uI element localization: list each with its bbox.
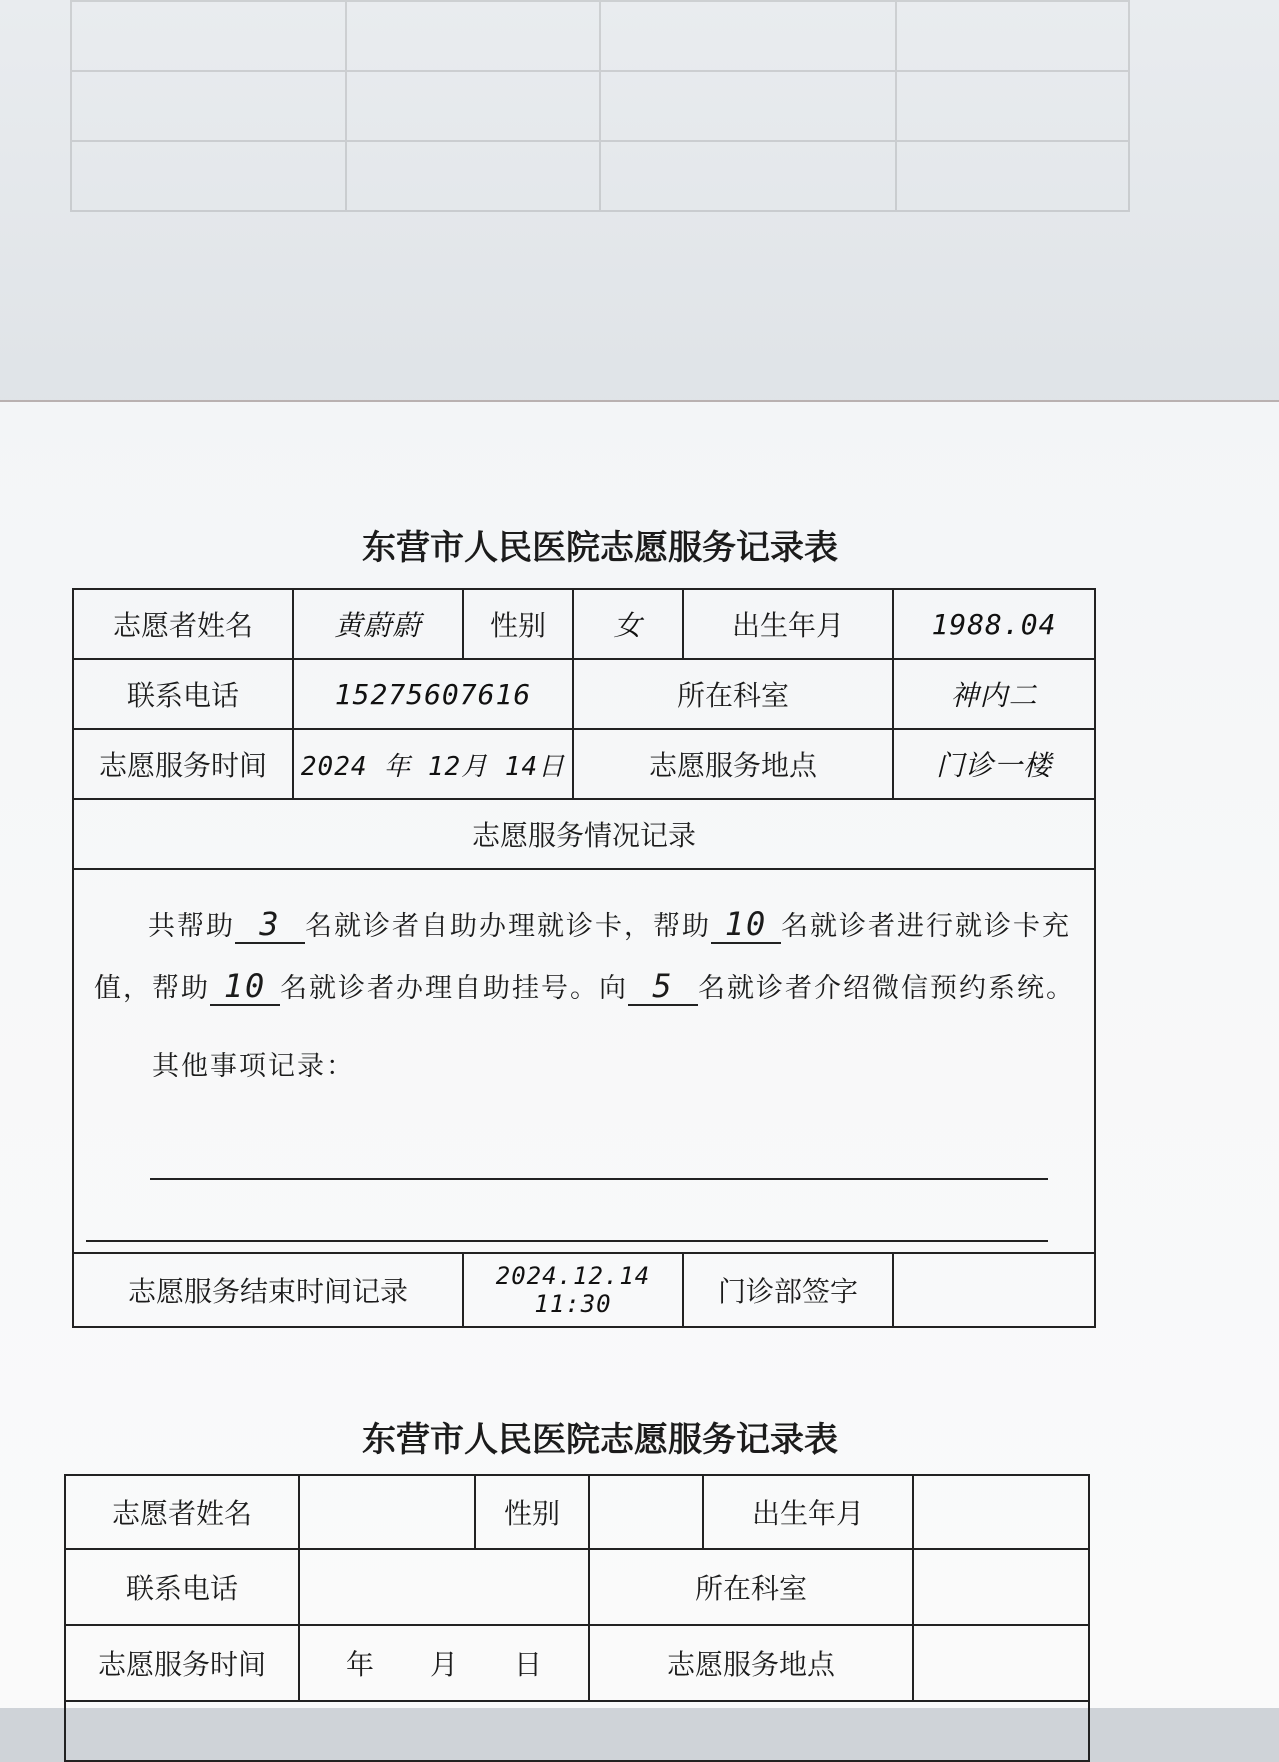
gender-label: 性别 [463, 589, 573, 659]
record-header: 志愿服务情况记录 [73, 799, 1095, 869]
phone-label: 联系电话 [73, 659, 293, 729]
record-text: 名就诊者介绍微信预约系统。 [698, 973, 1075, 1004]
other-line-2[interactable] [86, 1240, 1048, 1242]
form2-gender-label: 性别 [475, 1475, 589, 1549]
form2-record-header [65, 1701, 1089, 1761]
count-register[interactable]: 10 [210, 968, 280, 1006]
form2-phone-label: 联系电话 [65, 1549, 299, 1625]
form2-name-label: 志愿者姓名 [65, 1475, 299, 1549]
name-value[interactable]: 黄蔚蔚 [293, 589, 463, 659]
ghost-table [70, 0, 1130, 240]
end-label: 志愿服务结束时间记录 [73, 1253, 463, 1327]
place-value[interactable]: 门诊一楼 [893, 729, 1095, 799]
record-text: 名就诊者自助办理就诊卡，帮助 [305, 911, 711, 942]
back-page [0, 0, 1279, 420]
form2-time-value[interactable]: 年 月 日 [299, 1625, 589, 1701]
place-label: 志愿服务地点 [573, 729, 893, 799]
name-label: 志愿者姓名 [73, 589, 293, 659]
form2-table [64, 1474, 1090, 1762]
form2-name-value[interactable] [299, 1475, 475, 1549]
sign-label: 门诊部签字 [683, 1253, 893, 1327]
form2-phone-value[interactable] [299, 1549, 589, 1625]
phone-value[interactable]: 15275607616 [293, 659, 573, 729]
count-recharge[interactable]: 10 [711, 906, 781, 944]
birth-value[interactable]: 1988.04 [893, 589, 1095, 659]
birth-label: 出生年月 [683, 589, 893, 659]
form2-dept-label: 所在科室 [589, 1549, 913, 1625]
form2-place-label: 志愿服务地点 [589, 1625, 913, 1701]
dept-value[interactable]: 神内二 [893, 659, 1095, 729]
count-card[interactable]: 3 [235, 906, 305, 944]
time-value[interactable]: 2024 年 12月 14日 [293, 729, 573, 799]
other-label: 其他事项记录： [152, 1051, 355, 1082]
form2-place-value[interactable] [913, 1625, 1089, 1701]
gender-value[interactable]: 女 [573, 589, 683, 659]
form1-title: 东营市人民医院志愿服务记录表 [362, 528, 838, 568]
dept-label: 所在科室 [573, 659, 893, 729]
count-wechat[interactable]: 5 [628, 968, 698, 1006]
sign-value[interactable] [893, 1253, 1095, 1327]
record-text: 名就诊者进行就诊卡充值，帮助 [94, 911, 1071, 1004]
form1-table [72, 588, 1096, 1328]
form2-dept-value[interactable] [913, 1549, 1089, 1625]
form2-birth-label: 出生年月 [703, 1475, 913, 1549]
form2-title: 东营市人民医院志愿服务记录表 [362, 1420, 838, 1460]
form2-gender-value[interactable] [589, 1475, 703, 1549]
end-value[interactable]: 2024.12.14 11:30 [463, 1253, 683, 1327]
time-label: 志愿服务时间 [73, 729, 293, 799]
record-text: 共帮助 [148, 911, 235, 942]
form2-birth-value[interactable] [913, 1475, 1089, 1549]
other-line-1[interactable] [150, 1178, 1048, 1180]
form2-time-label: 志愿服务时间 [65, 1625, 299, 1701]
record-paragraph [94, 896, 1076, 1020]
form-page [0, 400, 1279, 1708]
record-body [73, 869, 1095, 1253]
record-text: 名就诊者办理自助挂号。向 [280, 973, 628, 1004]
